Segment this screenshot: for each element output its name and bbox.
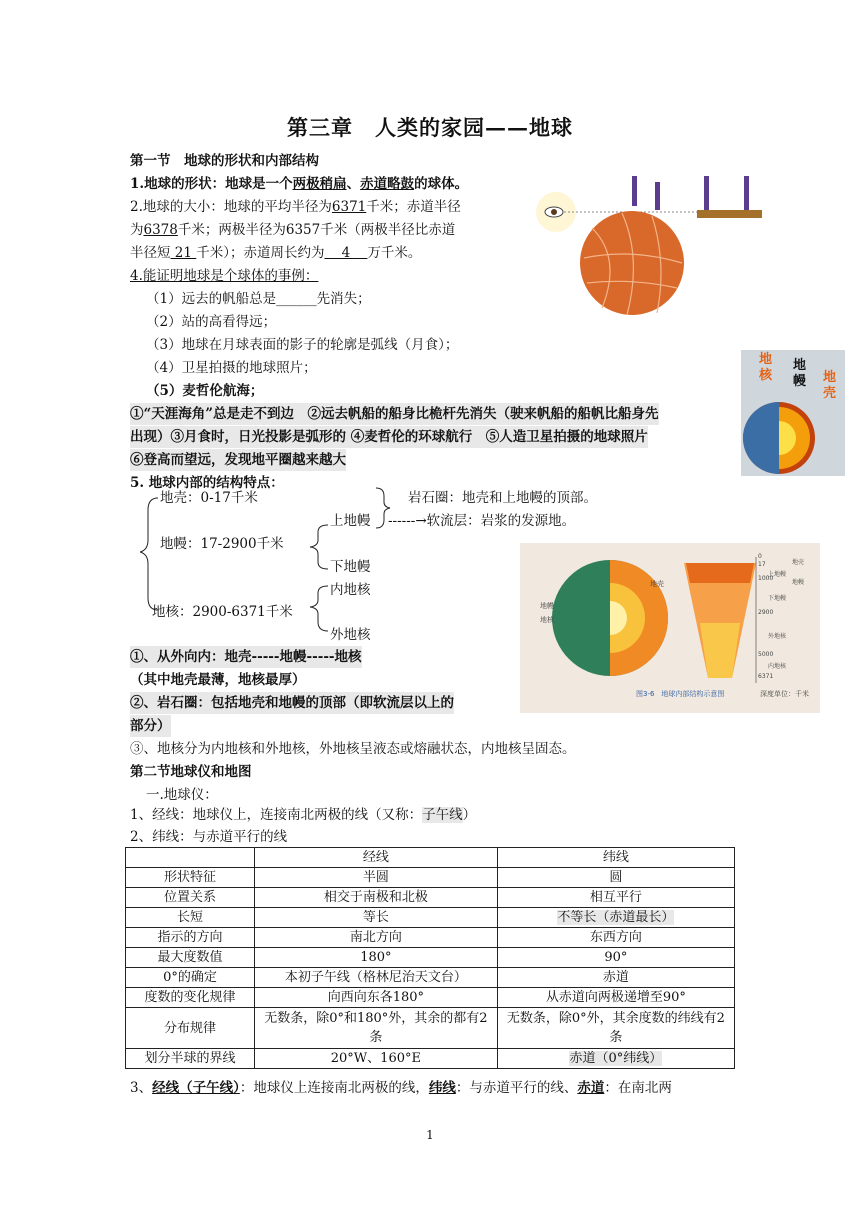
evidence-item-4: （4）卫星拍摄的地球照片；	[146, 360, 317, 376]
core-label-fig: 地核	[759, 352, 773, 383]
mantle-label: 地幔：17-2900千米	[160, 536, 284, 552]
table-cell: 等长	[255, 908, 498, 928]
pencil-icon	[632, 176, 637, 206]
def-parallel: 纬线	[428, 1080, 456, 1096]
fig-label-crust: 地壳	[650, 580, 664, 588]
table-cell: 20°W、160°E	[255, 1049, 498, 1069]
note-1b: （其中地壳最薄，地核最厚）	[130, 672, 306, 688]
parallel-line: 2、纬线：与赤道平行的线	[130, 829, 288, 845]
page-number: 1	[426, 1128, 434, 1142]
table-cell-text: 赤道（0°纬线）	[569, 1051, 663, 1066]
size-line-1	[130, 196, 461, 218]
note-2: ②、岩石圈：包括地壳和地幔的顶部（即软流层以上的	[130, 692, 454, 714]
inner-core-label: 内地核	[330, 582, 371, 598]
table-cell: 90°	[497, 948, 734, 968]
table-cell	[497, 908, 734, 928]
table-cell: 180°	[255, 948, 498, 968]
zone-upper-mantle: 上地幔	[768, 571, 787, 578]
fig-label-core: 地核	[540, 616, 554, 624]
table-cell: 相交于南极和北极	[255, 888, 498, 908]
table-cell: 南北方向	[255, 928, 498, 948]
core-label: 地核：2900-6371千米	[152, 604, 293, 620]
def-equator: 赤道	[577, 1080, 605, 1096]
size-text-1a: 2.地球的大小：地球的平均半径为	[130, 199, 332, 215]
table-cell: 东西方向	[497, 928, 734, 948]
table-cell: 赤道	[497, 968, 734, 988]
table-row	[126, 1008, 735, 1049]
size-text-2b: 千米；两极半径为6357千米（两极半径比赤道	[177, 222, 456, 238]
def-text-a: 3、	[130, 1080, 153, 1096]
table-row	[126, 928, 735, 948]
crust-label-fig: 地壳	[823, 370, 837, 401]
figure-caption: 图3-6 地球内部结构示意图	[636, 690, 725, 698]
table-cell: 本初子午线（格林尼治天文台）	[255, 968, 498, 988]
table-row	[126, 1049, 735, 1069]
definitions-line	[130, 1077, 672, 1099]
summary-line-3: ⑥登高而望远，发现地平圈越来越大	[130, 449, 346, 471]
zone-outer-core: 外地核	[768, 633, 787, 640]
table-cell: 经线	[255, 848, 498, 868]
table-row	[126, 888, 735, 908]
summary-line-1: ①“天涯海角”总是走不到边 ②远去帆船的船身比桅杆先消失（驶来帆船的船帆比船身先	[130, 403, 659, 425]
figure-unit: 深度单位：千米	[760, 690, 809, 698]
size-text-2a: 为	[130, 222, 144, 238]
section2-heading: 第二节地球仪和地图	[130, 764, 252, 780]
table-cell: 纬线	[497, 848, 734, 868]
zone-inner-core: 内地核	[768, 663, 787, 670]
size-blank-1: 6371	[331, 199, 367, 215]
globe-subheading: 一.地球仪：	[146, 787, 218, 803]
shape-blank-2: 赤道略鼓	[360, 176, 415, 192]
meridian-line	[130, 804, 476, 826]
evidence-heading: 4.能证明地球是个球体的事例：	[130, 268, 319, 284]
table-cell	[126, 848, 255, 868]
mantle-label-fig: 地幔	[793, 358, 807, 389]
table-cell-text: 不等长（赤道最长）	[557, 910, 675, 925]
depth-5000: 5000	[758, 651, 774, 658]
def-text-e: ：与赤道平行的线、	[455, 1080, 578, 1096]
note-3: ③、地核分为内地核和外地核，外地核呈液态或熔融状态，内地核呈固态。	[130, 741, 576, 757]
depth-17: 17	[758, 561, 766, 568]
wedge-core-shape	[700, 623, 740, 678]
size-text-3c: 万千米。	[367, 245, 422, 261]
meridian-text-a: 1、经线：地球仪上，连接南北两极的线（又称：	[130, 807, 423, 823]
meridian-parallel-table	[125, 847, 735, 1069]
def-text-g: ：在南北两	[604, 1080, 672, 1096]
table-cell: 最大度数值	[126, 948, 255, 968]
structure-heading: 5. 地球内部的结构特点：	[130, 475, 284, 491]
def-text-c: ：地球仪上连接南北两极的线，	[239, 1080, 429, 1096]
depth-2900: 2900	[758, 609, 774, 616]
shape-line	[130, 173, 468, 195]
table-row	[126, 948, 735, 968]
table-row	[126, 908, 735, 928]
table-cell: 长短	[126, 908, 255, 928]
evidence-item-1: （1）远去的帆船总是______先消失；	[146, 291, 371, 307]
depth-0: 0	[758, 553, 762, 560]
meridian-text-c: ）	[462, 807, 477, 823]
table-cell: 无数条，除0°和180°外，其余的都有2条	[255, 1008, 498, 1049]
table-cell: 指示的方向	[126, 928, 255, 948]
zone-lower-mantle: 下地幔	[768, 595, 787, 602]
lower-mantle-label: 下地幔	[330, 559, 371, 575]
zone-mantle: 地幔	[792, 579, 805, 586]
table-cell: 从赤道向两极递增至90°	[497, 988, 734, 1008]
table-cell: 无数条，除0°外，其余度数的纬线有2条	[497, 1008, 734, 1049]
layers-figure	[741, 350, 845, 476]
table-header-row	[126, 848, 735, 868]
table-row	[126, 968, 735, 988]
asthenosphere-label: ------→软流层：岩浆的发源地。	[388, 513, 576, 529]
zone-crust: 地壳	[792, 559, 805, 566]
table-cell: 位置关系	[126, 888, 255, 908]
evidence-item-3: （3）地球在月球表面的影子的轮廓是弧线（月食）；	[146, 337, 459, 353]
pencil-icon	[744, 176, 749, 210]
page-title: 第三章 人类的家园——地球	[287, 115, 573, 140]
size-line-2	[130, 219, 455, 241]
curvature-figure	[532, 168, 772, 318]
shape-blank-1: 两极稍扁	[292, 176, 347, 192]
shape-text-b: 的球体。	[414, 176, 469, 192]
lithosphere-label: 岩石圈：地壳和上地幔的顶部。	[408, 490, 597, 506]
globe-icon	[580, 211, 684, 315]
fig-label-mantle: 地幔	[540, 602, 554, 610]
pencil-icon	[704, 176, 709, 210]
evidence-item-2: （2）站的高看得远；	[146, 314, 277, 330]
note-1: ①、从外向内：地壳-----地幔-----地核	[130, 646, 362, 668]
note-2b: 部分）	[130, 715, 171, 737]
size-blank-4: 4	[324, 245, 368, 261]
summary-line-2: 出现）③月食时，日光投影是弧形的 ④麦哲伦的环球航行 ⑤人造卫星拍摄的地球照片	[130, 426, 648, 448]
table-cell: 半圆	[255, 868, 498, 888]
size-text-3a: 半径短	[130, 245, 171, 261]
table-cell	[497, 1049, 734, 1069]
table-cell: 分布规律	[126, 1008, 255, 1049]
depth-6371: 6371	[758, 673, 774, 680]
size-blank-3: 21	[170, 245, 197, 261]
meridian-text-b: 子午线	[422, 807, 463, 823]
table-cell: 划分半球的界线	[126, 1049, 255, 1069]
table-cell: 度数的变化规律	[126, 988, 255, 1008]
outer-core-label: 外地核	[330, 627, 371, 643]
table-cell: 相互平行	[497, 888, 734, 908]
crust-label: 地壳：0-17千米	[160, 490, 258, 506]
shape-text-a: 1.地球的形状：地球是一个	[130, 176, 293, 192]
earth-surface-shape	[743, 402, 779, 474]
table-cell: 向西向东各180°	[255, 988, 498, 1008]
flat-surface-shape	[697, 210, 762, 218]
size-line-3	[130, 242, 421, 264]
table-cell: 0°的确定	[126, 968, 255, 988]
table-cell: 圆	[497, 868, 734, 888]
upper-mantle-label: 上地幔	[330, 513, 371, 529]
size-text-1b: 千米；赤道半径	[366, 199, 461, 215]
evidence-item-5: （5）麦哲伦航海；	[146, 383, 264, 399]
pencil-icon	[655, 182, 660, 210]
table-row	[126, 988, 735, 1008]
wedge-top-shape	[686, 563, 754, 583]
def-meridian: 经线（子午线）	[152, 1080, 240, 1096]
size-blank-2: 6378	[143, 222, 178, 238]
size-text-3b: 千米）；赤道周长约为	[196, 245, 325, 261]
shape-sep: 、	[346, 176, 361, 192]
depth-1000: 1000	[758, 575, 774, 582]
pupil-shape	[551, 209, 557, 215]
table-cell: 形状特征	[126, 868, 255, 888]
earth-interior-figure	[520, 543, 820, 713]
section1-heading: 第一节 地球的形状和内部结构	[130, 153, 319, 169]
table-row	[126, 868, 735, 888]
